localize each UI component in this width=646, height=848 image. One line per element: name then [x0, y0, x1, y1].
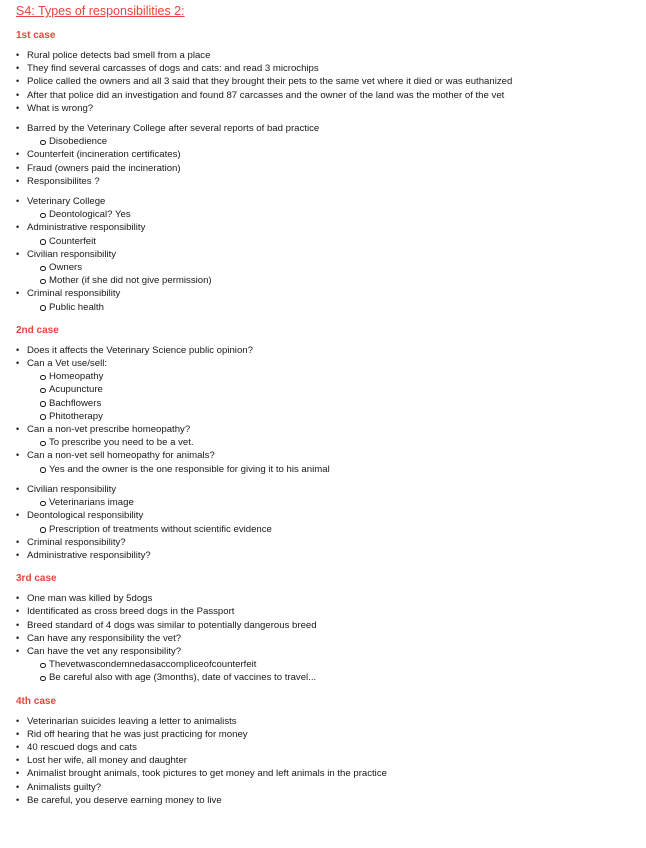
bullet-item: • Can a Vet use/sell: — [16, 357, 646, 370]
bullet-item: • Lost her wife, all money and daughter — [16, 754, 646, 767]
bullet-item: • Veterinarian suicides leaving a letter to animalists — [16, 715, 646, 728]
bullet-list — [16, 195, 646, 314]
bullet-list — [16, 592, 646, 684]
sub-bullet-item: Phitotherapy — [16, 410, 646, 423]
sub-bullet-item: Bachflowers — [16, 397, 646, 410]
sub-bullet-item: To prescribe you need to be a vet. — [16, 436, 646, 449]
case-section — [16, 572, 646, 694]
bullet-item: • Deontological responsibility — [16, 509, 646, 522]
bullet-item: • Does it affects the Veterinary Science public opinion? — [16, 344, 646, 357]
case-heading: 4th case — [16, 695, 57, 707]
case-heading: 1st case — [16, 30, 56, 41]
bullet-item: • Animalist brought animals, took pictures to get money and left animals in the practice — [16, 767, 646, 780]
sub-bullet-item: Acupuncture — [16, 383, 646, 396]
sub-bullet-item: Owners — [16, 261, 646, 274]
sub-bullet-item: Counterfeit — [16, 235, 646, 248]
sub-bullet-item: Homeopathy — [16, 370, 646, 383]
bullet-item: • Can a non-vet sell homeopathy for animals? — [16, 449, 646, 462]
case-section — [16, 324, 646, 572]
bullet-item: • What is wrong? — [16, 102, 646, 115]
case-heading: 3rd case — [16, 573, 57, 585]
bullet-list — [16, 483, 646, 562]
sub-bullet-item: Veterinarians image — [16, 496, 646, 509]
bullet-item: • Police called the owners and all 3 said that they brought their pets to the same vet where it died or was euthanized — [16, 75, 646, 88]
sub-bullet-item: Deontological? Yes — [16, 208, 646, 221]
bullet-item: • Responsibilites ? — [16, 175, 646, 188]
bullet-item: • Administrative responsibility? — [16, 549, 646, 562]
bullet-item: • Can a non-vet prescribe homeopathy? — [16, 423, 646, 436]
sub-bullet-item: Disobedience — [16, 135, 646, 148]
bullet-list — [16, 715, 646, 807]
case-heading: 2nd case — [16, 324, 59, 336]
bullet-item: • Identificated as cross breed dogs in the Passport — [16, 605, 646, 618]
bullet-item: • Criminal responsibility? — [16, 536, 646, 549]
sub-bullet-item: Public health — [16, 301, 646, 314]
bullet-item: • Barred by the Veterinary College after several reports of bad practice — [16, 122, 646, 135]
bullet-item: • Counterfeit (incineration certificates) — [16, 148, 646, 161]
bullet-item: • One man was killed by 5dogs — [16, 592, 646, 605]
sub-bullet-item: Yes and the owner is the one responsible for giving it to his animal — [16, 463, 646, 476]
bullet-item: • Rural police detects bad smell from a place — [16, 49, 646, 62]
case-section — [16, 695, 646, 817]
bullet-item: • Rid off hearing that he was just practicing for money — [16, 728, 646, 741]
sub-bullet-item: Prescription of treatments without scientific evidence — [16, 523, 646, 536]
sub-bullet-item: Thevetwascondemnedasaccompliceofcounterfeit — [16, 658, 646, 671]
bullet-item: • Veterinary College — [16, 195, 646, 208]
bullet-item: • Can have the vet any responsibility? — [16, 645, 646, 658]
sub-bullet-item: Mother (if she did not give permission) — [16, 274, 646, 287]
bullet-list — [16, 122, 646, 188]
bullet-item: • Criminal responsibility — [16, 287, 646, 300]
bullet-item: • Can have any responsibility the vet? — [16, 632, 646, 645]
bullet-item: • They find several carcasses of dogs and cats: and read 3 microchips — [16, 62, 646, 75]
case-section — [16, 29, 646, 324]
cases-container — [16, 29, 646, 817]
bullet-item: • Animalists guilty? — [16, 781, 646, 794]
bullet-item: • 40 rescued dogs and cats — [16, 741, 646, 754]
bullet-item: • Breed standard of 4 dogs was similar to potentially dangerous breed — [16, 619, 646, 632]
bullet-list — [16, 344, 646, 476]
page-title: S4: Types of responsibilities 2: — [16, 4, 185, 18]
bullet-list — [16, 49, 646, 115]
bullet-item: • Administrative responsibility — [16, 221, 646, 234]
bullet-item: • Be careful, you deserve earning money to live — [16, 794, 646, 807]
bullet-item: • After that police did an investigation and found 87 carcasses and the owner of the land was the mother of the vet — [16, 89, 646, 102]
bullet-item: • Fraud (owners paid the incineration) — [16, 162, 646, 175]
bullet-item: • Civilian responsibility — [16, 483, 646, 496]
bullet-item: • Civilian responsibility — [16, 248, 646, 261]
sub-bullet-item: Be careful also with age (3months), date of vaccines to travel... — [16, 671, 646, 684]
